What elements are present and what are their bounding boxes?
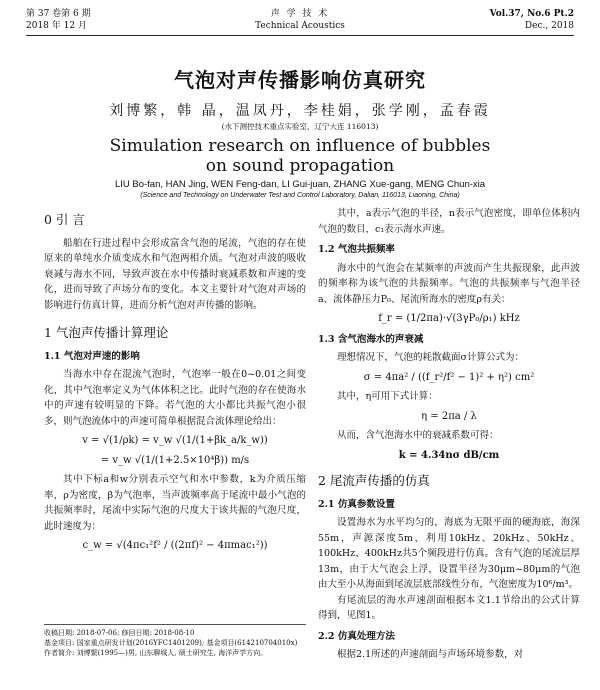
footnote-funding: 基金项目: 国家重点研发计划(2016YFC1401209); 基金项目(614210704010x) bbox=[44, 639, 298, 647]
parameters-explanation: 其中，a表示气泡的半径，n表示气泡密度，即单位体积内气泡的数目，c₁表示海水声速。 bbox=[318, 208, 580, 235]
journal-volume-info-en bbox=[490, 8, 574, 32]
header-divider bbox=[26, 35, 574, 36]
equation-attenuation: k = 4.34nσ dB/cm bbox=[398, 449, 500, 461]
volume-issue: 第 37 卷第 6 期 bbox=[26, 9, 91, 19]
equation-part-2: = v_w √(1/(1+2.5×10⁴β)) bbox=[100, 454, 229, 466]
section-1-3-paragraph: 理想情况下，气泡的耗散截面σ计算公式为： bbox=[337, 352, 524, 363]
section-2-heading: 2 尾流声传播的仿真 bbox=[318, 473, 430, 488]
paper-title-cn: 气泡对声传播影响仿真研究 bbox=[174, 68, 426, 92]
section-2-1-paragraph: 设置海水为水平均匀的，海底为无限平面的硬海底，海深55m，声源深度5m，利用10kHz、20kHz、50kHz、100kHz、400kHz共5个频段进行仿真。含有气泡的尾流层厚13m，由于大气泡会上浮，设置半径为30μm~80μm的气泡由大至小从海面到尾流层底部线性分布，气泡密度为10⁶/m³。 bbox=[318, 517, 580, 590]
section-1-3-paragraph-2: 其中，η可用下式计算： bbox=[337, 391, 438, 402]
equation-resonance-frequency bbox=[318, 311, 580, 327]
footnote-author-bio: 作者简介: 刘博繁(1995—)男, 山东聊城人, 硕士研究生, 海洋声学方向。 bbox=[44, 649, 268, 657]
section-1-2-heading: 1.2 气泡共振频率 bbox=[318, 244, 395, 255]
section-1-1-paragraph-2: 其中下标a和w分别表示空气和水中参数，k为介质压缩率，ρ为密度，β为气泡率，当声波频率高于尾流中最小气泡的共振频率时，尾流中实际气泡的尺度大于该共振的气泡尺度，此时速度为： bbox=[44, 474, 306, 532]
equation-part-1: √(1/ρk) = v_w √(1/(1+βk_a/k_w)) bbox=[102, 435, 268, 446]
introduction-paragraph: 船舶在行进过程中会形成富含气泡的尾流，气泡的存在使原来的单纯水介质变成水和气泡两相介质。气泡对声波的吸收衰减与海水不同，导致声波在水中传播时衰减系数和声速的变化，进而导致了声场分布的变化。本文主要针对气泡对声场的影响进行仿真计算，进而分析气泡对声传播的影响。 bbox=[44, 237, 306, 311]
equation-sound-speed bbox=[44, 433, 306, 449]
equation-unit: m/s bbox=[231, 454, 250, 466]
equation-sigma: σ = 4πa² / ((f_r²/f² − 1)² + η²) bbox=[363, 371, 512, 383]
authors-en: LIU Bo-fan, HAN Jing, WEN Feng-dan, LI Gui-juan, ZHANG Xue-gang, MENG Chun-xia bbox=[114, 179, 486, 190]
journal-name-en: Technical Acoustics bbox=[255, 21, 345, 31]
equation-cross-section bbox=[318, 370, 580, 386]
footnote-received-date: 收稿日期: 2018-07-06; 修回日期: 2018-08-10 bbox=[44, 629, 195, 637]
section-1-3-paragraph-3: 从而，含气泡海水中的衰减系数可得： bbox=[337, 430, 499, 441]
affiliation-cn: (水下测控技术重点实验室，辽宁大连 116013) bbox=[221, 122, 379, 131]
equation-sigma-unit: cm² bbox=[515, 371, 535, 383]
paper-title-en: Simulation research on influence of bubbles on sound propagation bbox=[109, 136, 491, 176]
authors-cn: 刘博繁，韩 晶，温凤丹，李桂娟，张学刚，孟春霞 bbox=[109, 103, 491, 119]
footnote bbox=[44, 624, 306, 658]
equation-lhs: v = bbox=[82, 435, 103, 446]
equation-eta: η = 2πa / λ bbox=[421, 410, 477, 422]
section-1-heading: 1 气泡声传播计算理论 bbox=[44, 325, 169, 340]
section-2-2-paragraph: 根据2.1所述的声速剖面与声场环境参数，对 bbox=[337, 649, 524, 660]
section-2-1-paragraph-2: 有尾流层的海水声速剖面根据本文1.1节给出的公式计算得到，见图1。 bbox=[318, 594, 580, 621]
volume-issue-en: Vol.37, No.6 Pt.2 bbox=[489, 9, 574, 19]
section-1-1-heading: 1.1 气泡对声速的影响 bbox=[44, 350, 140, 362]
issue-date-en: Dec., 2018 bbox=[524, 21, 574, 31]
section-2-1-heading: 2.1 仿真参数设置 bbox=[318, 498, 395, 510]
page-header bbox=[26, 8, 574, 38]
section-1-3-heading: 1.3 含气泡海水的声衰减 bbox=[318, 333, 424, 345]
section-2-2-heading: 2.2 仿真处理方法 bbox=[318, 630, 395, 642]
equation-resonance: f_r = (1/2πa)·√(3γP₀/ρ₁) bbox=[378, 313, 497, 324]
section-1-2-paragraph: 海水中的气泡会在某频率的声波而产生共振现象，此声波的频率称为该气泡的共振频率。气泡的共振频率与气泡半径a、流体静压力P₀、尾流所海水的密度ρ有关： bbox=[318, 262, 580, 305]
journal-name-cn: 声 学 技 术 bbox=[270, 9, 330, 19]
equation-phase-speed: c_w = √(4πc₁²f² / ((2πf)² − 4πmac₁²)) bbox=[82, 540, 268, 551]
issue-date-cn: 2018 年 12 月 bbox=[26, 21, 87, 31]
section-1-1-paragraph: 当海水中存在混流气泡时，气泡率一般在0~0.01之间变化，其中气泡率定义为气体体积之比。此时气泡的存在使海水中的声速有较明显的下降。若气泡的大小都比共振气泡小很多，则气泡流体中的声速可简单根据混合流体理论给出： bbox=[44, 369, 306, 427]
affiliation-en: (Science and Technology on Underwater Test and Control Laboratory, Dalian, 116013, Liaoning, China) bbox=[140, 192, 460, 199]
left-column bbox=[44, 206, 306, 558]
equation-resonance-unit: kHz bbox=[499, 313, 520, 324]
equation-sound-speed-cont bbox=[44, 453, 306, 469]
section-0-heading: 0 引 言 bbox=[44, 212, 85, 227]
right-column bbox=[318, 206, 580, 663]
